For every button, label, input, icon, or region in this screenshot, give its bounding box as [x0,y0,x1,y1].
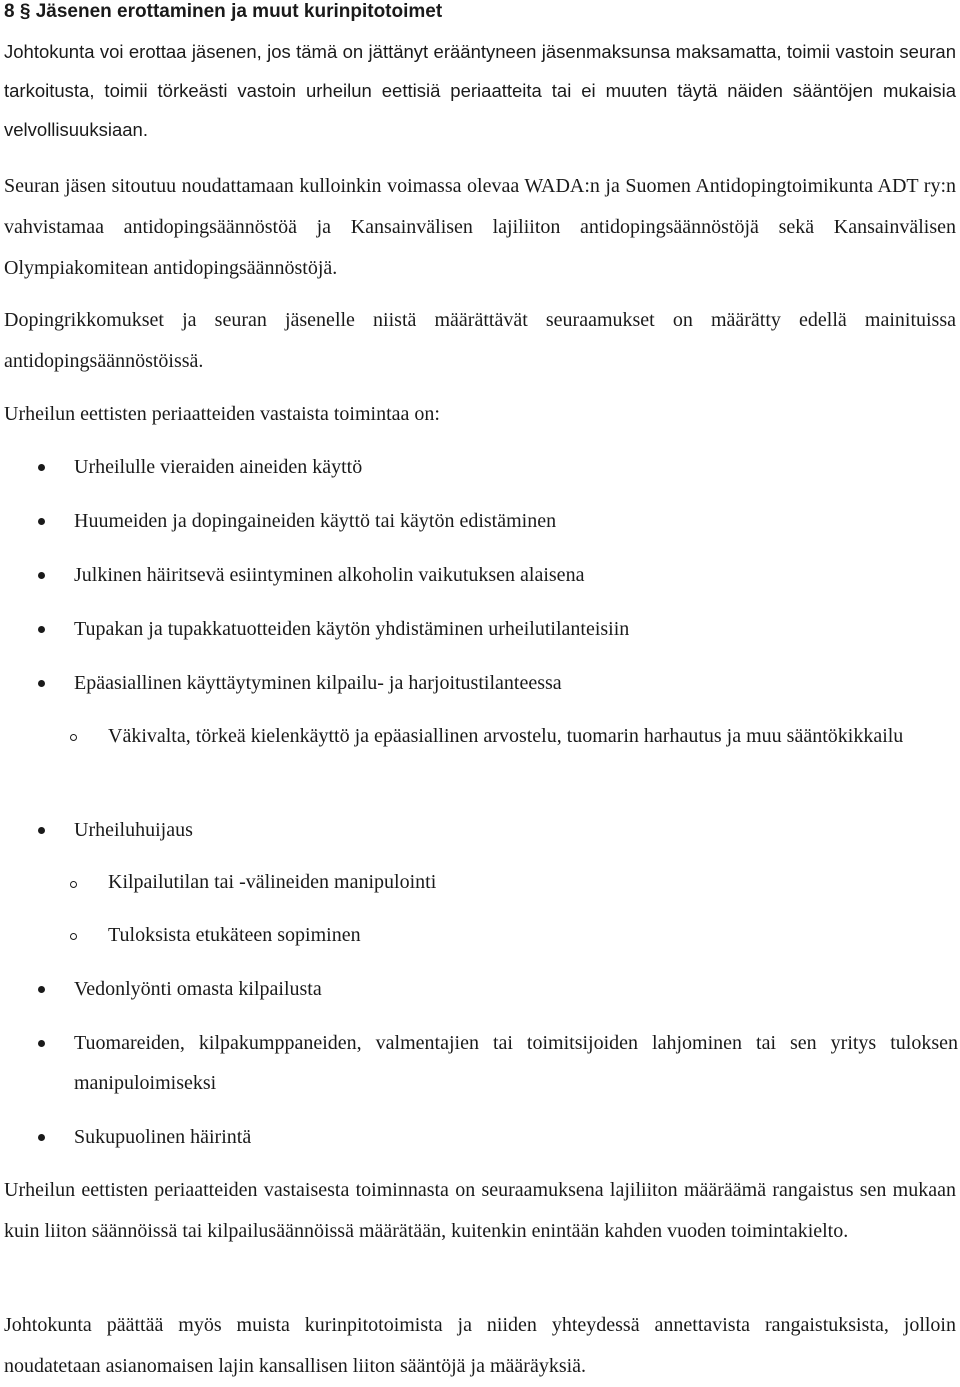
list-item: Tupakan ja tupakkatuotteiden käytön yhdistäminen urheilutilanteisiin [74,618,630,640]
list-item: Julkinen häiritsevä esiintyminen alkoholin vaikutuksen alaisena [74,564,585,586]
section-title: Jäsenen erottaminen ja muut kurinpitotoimet [35,1,443,22]
sub-list-item: Väkivalta, törkeä kielenkäyttö ja epäasiallinen arvostelu, tuomarin harhautus ja muu sääntökikkailu [108,725,904,747]
list-item: Epäasiallinen käyttäytyminen kilpailu- ja harjoitustilanteessa [74,672,562,694]
sub-bullet-icon [70,881,80,891]
list-item: Tuomareiden, kilpakumppaneiden, valmentajien tai toimitsijoiden lahjominen tai sen yritys tuloksen manipuloimiseksi [74,1032,958,1094]
section-heading [4,0,442,24]
bullet-icon [38,1040,48,1050]
paragraph-board-decision: Johtokunta päättää myös muista kurinpitotoimista ja niiden yhteydessä annettavista rangaistuksista, jolloin noudatetaan asianomaisen lajin kansallisen liiton sääntöjä ja määräyksiä. [4,1314,956,1377]
paragraph-doping-sanctions: Dopingrikkomukset ja seuran jäsenelle niistä määrättävät seuraamukset on määrätty edellä mainituissa antidopingsäännöstöissä. [4,309,956,372]
bullet-icon [38,986,48,996]
section-number: 8 [4,1,15,22]
bullet-icon [38,518,48,528]
list-intro: Urheilun eettisten periaatteiden vastaista toimintaa on: [4,403,440,425]
paragraph-antidoping: Seuran jäsen sitoutuu noudattamaan kulloinkin voimassa olevaa WADA:n ja Suomen Antidopingtoimikunta ADT ry:n vahvistamaa antidopingsäännöstöä ja Kansainvälisen lajiliiton antidopingsäännöstöjä sekä Kansainvälisen Olympiakomitean antidopingsäännöstöjä. [4,175,956,279]
bullet-icon [38,464,48,474]
paragraph-expulsion: Johtokunta voi erottaa jäsenen, jos tämä on jättänyt erääntyneen jäsenmaksunsa maksamatta, toimii vastoin seuran tarkoitusta, toimii törkeästi vastoin urheilun eettisiä periaatteita tai ei muuten täytä näiden sääntöjen mukaisia velvollisuuksiaan. [4,41,956,140]
list-item: Huumeiden ja dopingaineiden käyttö tai käytön edistäminen [74,510,557,532]
sub-bullet-icon [70,734,80,744]
list-item: Sukupuolinen häirintä [74,1126,252,1148]
sub-list-item: Tuloksista etukäteen sopiminen [108,924,361,946]
section-symbol: § [19,1,31,22]
bullet-icon [38,680,48,690]
list-item: Urheilulle vieraiden aineiden käyttö [74,456,363,478]
list-item: Vedonlyönti omasta kilpailusta [74,978,322,1000]
sub-list-item: Kilpailutilan tai -välineiden manipulointi [108,871,437,893]
sub-bullet-icon [70,933,80,943]
bullet-icon [38,827,48,837]
bullet-icon [38,626,48,636]
list-item: Urheiluhuijaus [74,819,193,841]
bullet-icon [38,572,48,582]
paragraph-federation-penalty: Urheilun eettisten periaatteiden vastaisesta toiminnasta on seuraamuksena lajiliiton määräämä rangaistus sen mukaan kuin liiton säännöissä tai kilpailusäännöissä määrätään, kuitenkin enintään kahden vuoden toimintakielto. [4,1179,956,1242]
bullet-icon [38,1134,48,1144]
